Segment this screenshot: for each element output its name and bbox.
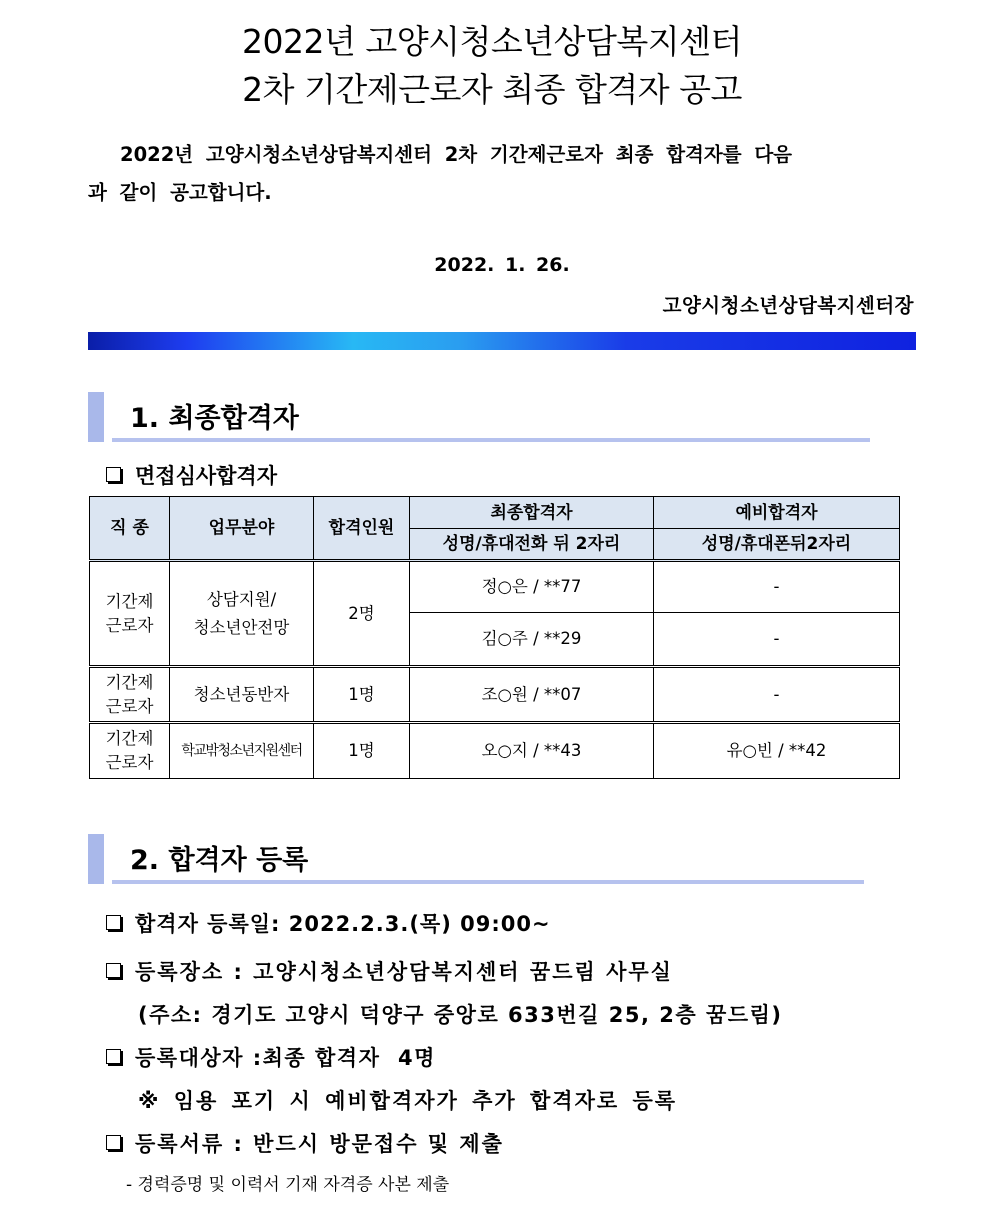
cell-reserve: -: [654, 667, 900, 723]
header-reserve: 예비합격자: [654, 497, 900, 529]
header-job: 직 종: [90, 497, 170, 561]
cell-job: 기간제 근로자: [90, 667, 170, 723]
section-2-accent-bar: [88, 834, 104, 884]
registration-target-text: 등록대상자 :최종 합격자 4명: [135, 1046, 436, 1070]
cell-reserve: -: [654, 613, 900, 667]
organization-name: 고양시청소년상담복지센터장: [662, 294, 914, 317]
intro-line-2: 과 같이 공고합니다.: [88, 181, 272, 204]
checkbox-bullet-icon: [106, 915, 121, 930]
cell-field: 학교밖청소년지원센터: [170, 723, 314, 779]
section-1-underline: [112, 438, 870, 442]
registration-target-item: [106, 1042, 436, 1072]
section-2-underline: [112, 880, 864, 884]
registration-date-text: 합격자 등록일: 2022.2.3.(목) 09:00~: [135, 912, 551, 936]
results-table: [89, 496, 900, 779]
table-row: [90, 561, 900, 613]
note-line: ※ 임용 포기 시 예비합격자가 추가 합격자로 등록: [138, 1089, 678, 1113]
address-line: (주소: 경기도 고양시 덕양구 중앙로 633번길 25, 2층 꿈드림): [138, 1003, 783, 1027]
cell-job: 기간제 근로자: [90, 561, 170, 667]
cell-final: 정○은 / **77: [410, 561, 654, 613]
table-row: [90, 723, 900, 779]
intro-line-1: 2022년 고양시청소년상담복지센터 2차 기간제근로자 최종 합격자를 다음: [120, 143, 793, 166]
cell-final: 오○지 / **43: [410, 723, 654, 779]
cell-reserve: 유○빈 / **42: [654, 723, 900, 779]
header-field: 업무분야: [170, 497, 314, 561]
subheading-text: 면접심사합격자: [135, 464, 278, 488]
intro-paragraph: [88, 136, 888, 212]
checkbox-bullet-icon: [106, 1049, 121, 1064]
title-line-1: 2022년 고양시청소년상담복지센터: [242, 22, 742, 61]
cell-final: 김○주 / **29: [410, 613, 654, 667]
section-2-title: 2. 합격자 등록: [130, 845, 309, 876]
header-count: 합격인원: [314, 497, 410, 561]
title-line-2: 2차 기간제근로자 최종 합격자 공고: [242, 70, 742, 109]
cell-field: 청소년동반자: [170, 667, 314, 723]
cell-job: 기간제 근로자: [90, 723, 170, 779]
header-final-sub: 성명/휴대전화 뒤 2자리: [410, 529, 654, 561]
header-final: 최종합격자: [410, 497, 654, 529]
cell-reserve: -: [654, 561, 900, 613]
registration-documents-item: [106, 1128, 504, 1158]
section-1-accent-bar: [88, 392, 104, 442]
checkbox-bullet-icon: [106, 467, 121, 482]
header-reserve-sub: 성명/휴대폰뒤2자리: [654, 529, 900, 561]
registration-documents-text: 등록서류 : 반드시 방문접수 및 제출: [135, 1132, 504, 1156]
documents-detail: - 경력증명 및 이력서 기재 자격증 사본 제출: [126, 1175, 450, 1195]
registration-place-item: [106, 956, 673, 986]
checkbox-bullet-icon: [106, 1135, 121, 1150]
registration-date-item: [106, 908, 551, 938]
table-row: [90, 667, 900, 723]
cell-count: 2명: [314, 561, 410, 667]
section-1-title: 1. 최종합격자: [130, 403, 299, 434]
checkbox-bullet-icon: [106, 963, 121, 978]
gradient-divider: [88, 332, 916, 350]
cell-count: 1명: [314, 667, 410, 723]
subheading-interview: [106, 460, 277, 490]
announcement-date: 2022. 1. 26.: [434, 254, 570, 276]
cell-count: 1명: [314, 723, 410, 779]
cell-final: 조○원 / **07: [410, 667, 654, 723]
cell-field: 상담지원/ 청소년안전망: [170, 561, 314, 667]
registration-place-text: 등록장소 : 고양시청소년상담복지센터 꿈드림 사무실: [135, 960, 673, 984]
